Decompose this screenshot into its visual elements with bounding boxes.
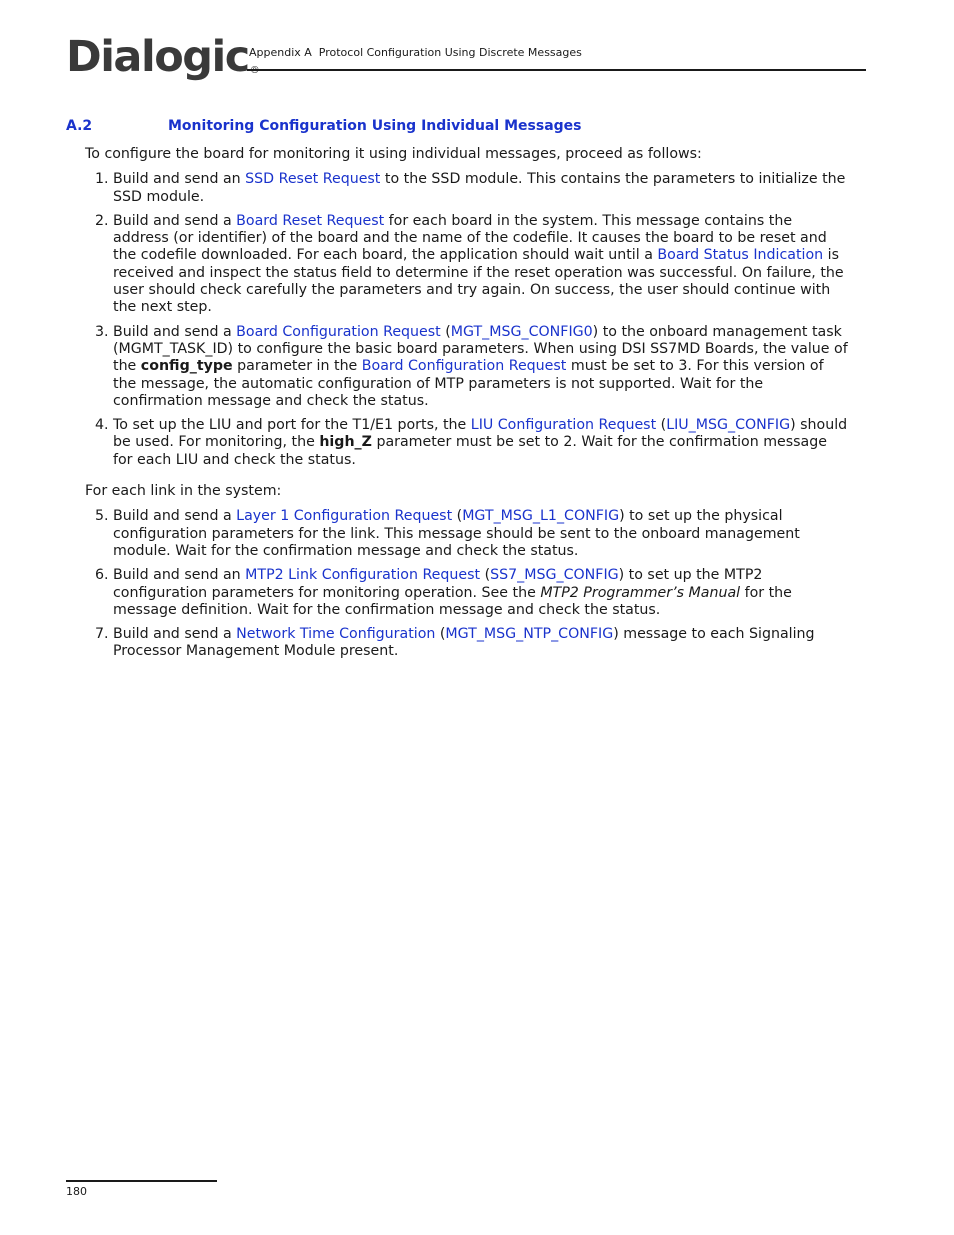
steps-list-2 [85, 508, 850, 660]
step-text: Build and send a [113, 626, 237, 643]
link-mgt-msg-ntp-config[interactable]: MGT_MSG_NTP_CONFIG [445, 626, 614, 643]
step-text: must be set to 3. For this version of the message, the automatic configuration of MTP parameters is not supported. Wait for the confirmation message and check the status. [113, 358, 824, 409]
step-5 [113, 508, 850, 560]
link-board-status-indication[interactable]: Board Status Indication [657, 247, 824, 264]
step-text: ( [440, 323, 451, 340]
dialogic-logo [66, 32, 260, 82]
section-title: Monitoring Configuration Using Individual Messages [168, 118, 582, 134]
manual-title: MTP2 Programmer’s Manual [540, 584, 741, 601]
step-text: is received and inspect the status field to determine if the reset operation was successful. On failure, the user should check carefully the parameters and try again. On success, the user should continue with the next step. [113, 247, 844, 316]
link-liu-msg-config[interactable]: LIU_MSG_CONFIG [666, 417, 791, 434]
link-ssd-reset-request[interactable]: SSD Reset Request [245, 171, 381, 188]
step-text: Build and send a [113, 508, 237, 525]
link-mgt-msg-config0[interactable]: MGT_MSG_CONFIG0 [450, 323, 593, 340]
step-4 [113, 417, 850, 469]
section-number: A.2 [66, 118, 93, 134]
step-text: for each board in the system. This message contains the address (or identifier) of the board and the name of the codefile. It causes the board to be reset and the codefile downloaded. For each board, the application should wait until a [113, 212, 827, 264]
logo-text: Dialogic [66, 32, 249, 82]
step-text: parameter in the [232, 358, 362, 375]
step-text: to the SSD module. This contains the parameters to initialize the SSD module. [113, 171, 846, 205]
step-text: for the message definition. Wait for the confirmation message and check the status. [113, 584, 792, 618]
step-text: ( [480, 567, 491, 584]
body-content [85, 146, 850, 675]
header-rule [247, 69, 866, 71]
logo-registered-mark: ® [249, 65, 260, 76]
step-text: ) to set up the MTP2 configuration parameters for monitoring operation. See the [113, 567, 763, 601]
link-mtp2-link-configuration-request[interactable]: MTP2 Link Configuration Request [245, 567, 481, 584]
link-layer1-configuration-request[interactable]: Layer 1 Configuration Request [236, 508, 453, 525]
step-text: ) message to each Signaling Processor Management Module present. [113, 626, 815, 660]
link-mgt-msg-l1-config[interactable]: MGT_MSG_L1_CONFIG [462, 508, 620, 525]
intro-paragraph: To configure the board for monitoring it using individual messages, proceed as follows: [85, 146, 702, 162]
step-text: ( [452, 508, 463, 525]
step-text: Build and send a [113, 323, 237, 340]
step-text: ) to set up the physical configuration parameters for the link. This message should be sent to the onboard management module. Wait for the confirmation message and check the status. [113, 508, 800, 559]
step-text: ) should be used. For monitoring, the [113, 417, 848, 451]
param-high-z: high_Z [319, 434, 372, 451]
link-network-time-configuration[interactable]: Network Time Configuration [236, 626, 436, 643]
per-link-paragraph: For each link in the system: [85, 483, 282, 500]
step-text: To set up the LIU and port for the T1/E1 ports, the [113, 417, 471, 434]
step-7 [113, 626, 850, 661]
step-text: parameter must be set to 2. Wait for the confirmation message for each LIU and check the status. [113, 434, 827, 468]
step-text: ( [656, 417, 667, 434]
section-heading [66, 118, 866, 134]
step-2 [113, 213, 850, 317]
link-board-reset-request[interactable]: Board Reset Request [236, 212, 385, 229]
running-header: Appendix A Protocol Configuration Using Discrete Messages [249, 46, 582, 59]
link-board-configuration-request-2[interactable]: Board Configuration Request [361, 358, 567, 375]
step-1 [113, 171, 850, 206]
step-text: ( [435, 626, 446, 643]
steps-list-1 [85, 171, 850, 469]
footer-rule [66, 1180, 217, 1182]
step-3 [113, 324, 850, 410]
step-text: Build and send an [113, 171, 246, 188]
step-6 [113, 567, 850, 619]
step-text: Build and send an [113, 567, 246, 584]
step-text: Build and send a [113, 212, 237, 229]
page-number: 180 [66, 1185, 87, 1198]
step-text: ) to the onboard management task (MGMT_TASK_ID) to configure the basic board parameters. When using DSI SS7MD Boards, the value of the [113, 323, 848, 375]
link-board-configuration-request[interactable]: Board Configuration Request [236, 323, 441, 340]
param-config-type: config_type [140, 358, 233, 375]
link-ss7-msg-config[interactable]: SS7_MSG_CONFIG [490, 567, 619, 584]
link-liu-configuration-request[interactable]: LIU Configuration Request [470, 417, 657, 434]
